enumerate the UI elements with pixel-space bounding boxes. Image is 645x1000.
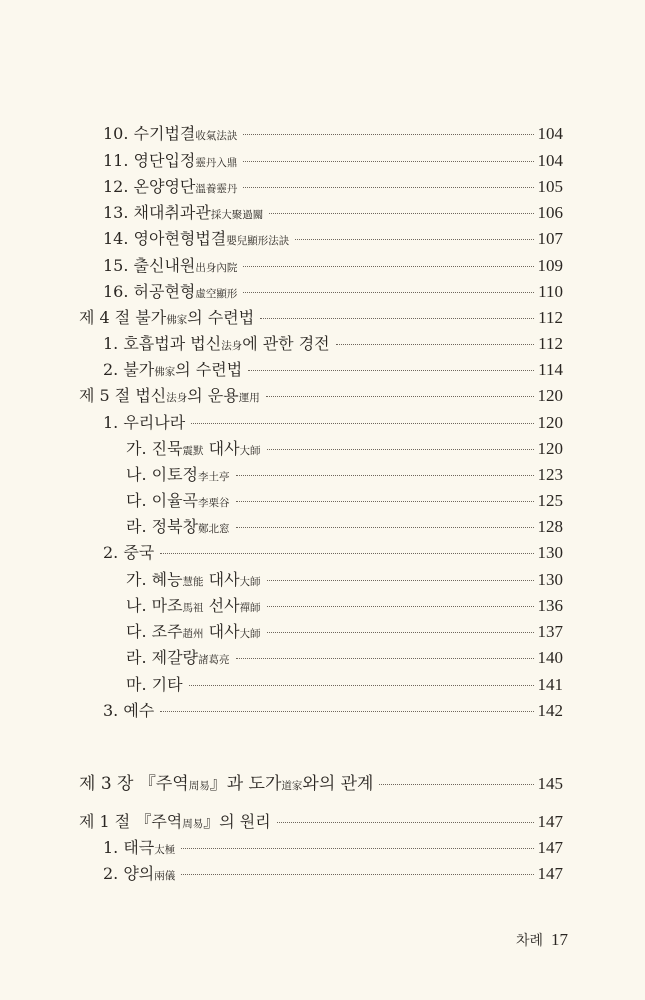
toc-entry-text: 대사 <box>203 439 240 458</box>
dot-leader <box>181 874 533 875</box>
toc-entry-text: 제 1 절 『주역 <box>79 812 183 831</box>
dot-leader <box>248 370 534 371</box>
toc-entry-hanja: 大師 <box>239 445 261 457</box>
toc-entry-title <box>103 413 185 433</box>
toc-entry-text: 2. 중국 <box>103 543 155 562</box>
toc-entry-text: 15. 출신내원 <box>103 256 196 275</box>
toc-entry-page: 142 <box>537 701 563 720</box>
dot-leader <box>243 187 533 188</box>
toc-entry <box>103 701 563 721</box>
toc-entry-title <box>79 386 260 408</box>
toc-entry-text: 1. 우리나라 <box>103 413 186 432</box>
toc-entry-title <box>103 203 263 225</box>
toc-entry-page: 120 <box>537 386 563 405</box>
toc-entry <box>103 360 563 382</box>
toc-entry-text: 의 수련법 <box>187 308 255 327</box>
dot-leader <box>243 161 533 162</box>
toc-entry-title <box>126 596 261 618</box>
toc-entry-hanja: 周易 <box>188 780 210 792</box>
toc-entry-text: 2. 양의 <box>103 864 155 883</box>
toc-entry-text: 1. 태극 <box>103 838 155 857</box>
toc-entry-text: 가. 혜능 <box>126 570 183 589</box>
toc-entry-page: 145 <box>537 774 563 793</box>
toc-entry-page: 109 <box>537 256 563 275</box>
toc-entry <box>126 491 563 513</box>
toc-entry <box>103 334 563 356</box>
toc-entry-hanja: 馬祖 <box>182 602 204 614</box>
toc-entry-text: 10. 수기법결 <box>103 124 196 143</box>
toc-entry-text: 3. 예수 <box>103 701 155 720</box>
toc-entry-title <box>103 229 289 251</box>
toc-entry-title <box>126 622 261 644</box>
toc-entry-hanja: 震默 <box>182 445 204 457</box>
toc-entry-hanja: 運用 <box>238 392 260 404</box>
toc-entry-hanja: 禪師 <box>239 602 261 614</box>
toc-entry-hanja: 法身 <box>221 340 243 352</box>
dot-leader <box>236 527 534 528</box>
toc-entry <box>103 177 563 199</box>
toc-entry-page: 112 <box>538 334 563 353</box>
dot-leader <box>160 553 533 554</box>
dot-leader <box>269 213 533 214</box>
toc-entry-hanja: 周易 <box>182 818 204 830</box>
toc-entry <box>126 439 563 461</box>
toc-entry-hanja: 李土亭 <box>198 471 230 483</box>
toc-entry <box>126 648 563 670</box>
toc-entry-hanja: 佛家 <box>166 314 188 326</box>
toc-entry <box>126 596 563 618</box>
toc-entry-hanja: 大師 <box>239 576 261 588</box>
toc-entry-text: 나. 이토정 <box>126 465 198 484</box>
toc-entry <box>103 413 563 433</box>
toc-entry-text: 대사 <box>203 570 240 589</box>
toc-entry-title <box>126 517 230 539</box>
toc-entry-text: 선사 <box>203 596 240 615</box>
toc-entry-hanja: 鄭北窓 <box>198 523 230 535</box>
toc-entry-text: 11. 영단입정 <box>103 151 196 170</box>
dot-leader <box>191 423 533 424</box>
toc-entry-title <box>79 812 271 834</box>
toc-entry-text: 13. 채대취과관 <box>103 203 211 222</box>
toc-entry-title <box>103 124 237 146</box>
toc-entry-title <box>103 256 237 278</box>
toc-entry <box>79 812 563 834</box>
toc-entry-text: 에 관한 경전 <box>242 334 330 353</box>
toc-entry <box>79 386 563 408</box>
toc-entry-page: 137 <box>537 622 563 641</box>
dot-leader <box>181 848 533 849</box>
page-number: 17 <box>551 930 568 949</box>
toc-entry-hanja: 收氣法訣 <box>195 130 238 142</box>
toc-entry-page: 128 <box>537 517 563 536</box>
dot-leader <box>267 580 534 581</box>
toc-entry-page: 107 <box>537 229 563 248</box>
dot-leader <box>266 396 534 397</box>
toc-entry-text: 1. 호흡법과 법신 <box>103 334 222 353</box>
toc-entry-text: 대사 <box>203 622 240 641</box>
toc-entry-page: 125 <box>537 491 563 510</box>
toc-entry-hanja: 溫養靈丹 <box>195 183 238 195</box>
toc-entry-page: 104 <box>537 151 563 170</box>
toc-entry-hanja: 道家 <box>281 780 303 792</box>
toc-entry-title <box>126 465 230 487</box>
dot-leader <box>243 292 534 293</box>
toc-entry-title <box>103 334 330 356</box>
toc-entry-hanja: 虛空顯形 <box>195 288 238 300</box>
page-footer <box>516 930 568 950</box>
toc-entry-title <box>103 177 237 199</box>
dot-leader <box>267 632 534 633</box>
toc-entry-text: 라. 정북창 <box>126 517 198 536</box>
toc-entry <box>79 774 563 796</box>
toc-entry-page: 130 <box>537 543 563 562</box>
toc-entry-title <box>126 648 230 670</box>
toc-entry-text: 의 수련법 <box>175 360 243 379</box>
dot-leader <box>267 606 534 607</box>
toc-entry-page: 104 <box>537 124 563 143</box>
dot-leader <box>160 711 533 712</box>
toc-entry-hanja: 大師 <box>239 628 261 640</box>
toc-entry-title <box>126 675 183 695</box>
toc-entry-page: 140 <box>537 648 563 667</box>
toc-entry-text: 16. 허공현형 <box>103 282 196 301</box>
toc-entry-hanja: 嬰兒顯形法訣 <box>226 235 290 247</box>
toc-entry-text: 14. 영아현형법결 <box>103 229 227 248</box>
dot-leader <box>336 344 534 345</box>
toc-entry-title <box>103 151 237 173</box>
toc-entry-title <box>103 543 154 563</box>
dot-leader <box>379 784 533 785</box>
toc-entry-text: 다. 이율곡 <box>126 491 198 510</box>
toc-entry-text: 의 운용 <box>187 386 239 405</box>
toc-entry-text: 제 4 절 불가 <box>79 308 167 327</box>
dot-leader <box>236 658 534 659</box>
dot-leader <box>295 239 533 240</box>
footer-label: 차례 <box>515 933 543 949</box>
toc-entry-hanja: 出身內院 <box>195 262 238 274</box>
toc-entry-page: 130 <box>537 570 563 589</box>
toc-entry <box>126 675 563 695</box>
toc-entry <box>103 256 563 278</box>
dot-leader <box>236 475 534 476</box>
toc-entry-hanja: 法身 <box>166 392 188 404</box>
toc-entry-text: 나. 마조 <box>126 596 183 615</box>
toc-entry-page: 110 <box>538 282 563 301</box>
toc-entry-title <box>79 308 254 330</box>
toc-entry <box>126 570 563 592</box>
toc-entry-page: 141 <box>537 675 563 694</box>
toc-entry <box>126 622 563 644</box>
toc-entry-hanja: 慧能 <box>182 576 204 588</box>
dot-leader <box>243 134 533 135</box>
toc-entry-page: 147 <box>537 812 563 831</box>
toc-entry <box>103 282 563 304</box>
dot-leader <box>189 685 534 686</box>
toc-entry-hanja: 趙州 <box>182 628 204 640</box>
toc-entry-title <box>79 774 373 796</box>
toc-entry-text: 』의 원리 <box>203 812 271 831</box>
toc-entry-page: 123 <box>537 465 563 484</box>
dot-leader <box>243 266 533 267</box>
toc-entry-text: 와의 관계 <box>302 774 374 794</box>
toc-entry-hanja: 李栗谷 <box>198 497 230 509</box>
dot-leader <box>260 318 534 319</box>
toc-entry-hanja: 採大聚過關 <box>210 209 264 221</box>
toc-entry-page: 147 <box>537 838 563 857</box>
toc-entry-page: 120 <box>537 413 563 432</box>
toc-entry <box>103 229 563 251</box>
toc-entry-title <box>126 570 261 592</box>
toc-entry-text: 2. 불가 <box>103 360 155 379</box>
toc-entry-page: 147 <box>537 864 563 883</box>
toc-entry <box>103 838 563 860</box>
toc-entry-hanja: 靈丹入鼎 <box>195 157 238 169</box>
toc-entry-hanja: 佛家 <box>154 366 176 378</box>
toc-entry-page: 136 <box>537 596 563 615</box>
toc-entry <box>79 308 563 330</box>
toc-entry-hanja: 諸葛亮 <box>198 654 230 666</box>
toc-entry-text: 12. 온양영단 <box>103 177 196 196</box>
toc-entry-title <box>103 360 242 382</box>
toc-entry-title <box>103 838 175 860</box>
toc-entry-text: 제 3 장 『주역 <box>79 774 189 794</box>
toc-entry <box>103 124 563 146</box>
toc-entry <box>126 465 563 487</box>
toc-entry <box>103 864 563 886</box>
toc-entry-text: 라. 제갈량 <box>126 648 198 667</box>
toc-entry-text: 마. 기타 <box>126 675 183 694</box>
toc-entry <box>103 151 563 173</box>
toc-entry-title <box>103 701 154 721</box>
toc-entry-page: 112 <box>538 308 563 327</box>
toc-entry-text: 다. 조주 <box>126 622 183 641</box>
toc-entry-text: 가. 진묵 <box>126 439 183 458</box>
toc-entry-title <box>126 439 261 461</box>
toc-entry-hanja: 兩儀 <box>154 870 176 882</box>
toc-entry-text: 제 5 절 법신 <box>79 386 167 405</box>
dot-leader <box>277 822 534 823</box>
toc-entry-page: 120 <box>537 439 563 458</box>
toc-entry-page: 105 <box>537 177 563 196</box>
toc-entry-text: 』과 도가 <box>209 774 282 794</box>
toc-entry-title <box>126 491 230 513</box>
toc-entry <box>126 517 563 539</box>
toc-entry <box>103 203 563 225</box>
toc-entry-hanja: 太極 <box>154 844 176 856</box>
toc-entry-title <box>103 282 237 304</box>
toc-entry <box>103 543 563 563</box>
dot-leader <box>236 501 534 502</box>
toc-entry-page: 106 <box>537 203 563 222</box>
toc-entry-page: 114 <box>538 360 563 379</box>
dot-leader <box>267 449 534 450</box>
toc-entry-title <box>103 864 175 886</box>
